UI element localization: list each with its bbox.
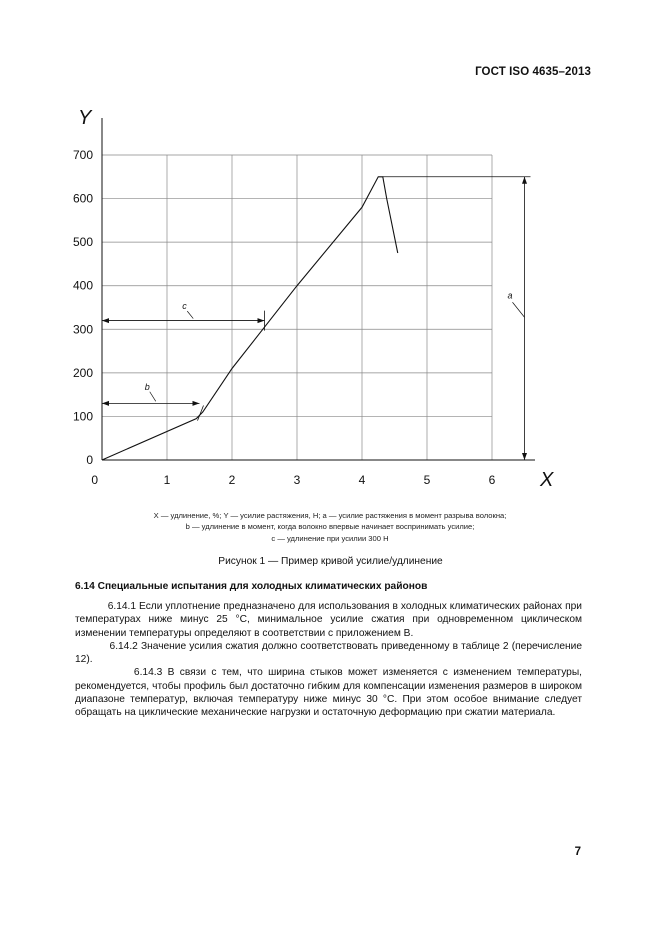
arrow-head: [193, 401, 200, 406]
x-axis-symbol: X: [540, 469, 554, 491]
section-heading: 6.14 Специальные испытания для холодных климатических районов: [75, 581, 428, 592]
legend-a: a — усилие растяжения в момент разрыва волокна;: [322, 511, 507, 520]
figure-legend: [80, 510, 580, 544]
y-tick-label: 400: [72, 278, 93, 293]
chart-axes: [78, 107, 554, 491]
page-number: 7: [574, 846, 581, 858]
legend-line-3: c — удлинение при усилии 300 Н: [271, 533, 389, 543]
paragraph-6-14-2: 6.14.2 Значение усилия сжатия должно соответствовать приведенному в таблице 2 (перечисление 12).: [75, 640, 582, 666]
x-tick-label: 4: [358, 473, 366, 487]
legend-line-2: b — удлинение в момент, когда волокно впервые начинает воспринимать усилие;: [185, 522, 475, 532]
legend-x: X — удлинение, %;: [153, 511, 224, 520]
label-a: a: [507, 290, 513, 301]
y-tick-label: 0: [86, 453, 93, 467]
x-tick-label: 5: [423, 473, 431, 487]
y-tick-label: 700: [72, 148, 93, 162]
arrow-head: [522, 453, 527, 460]
leader-line: [187, 311, 193, 318]
chart-grid: [102, 155, 492, 460]
body-text: [75, 600, 582, 720]
dimension-b: [102, 382, 200, 406]
x-tick-label: 3: [293, 473, 301, 487]
chart-annotations: [102, 177, 531, 460]
force-elongation-curve: [102, 177, 398, 460]
legend-y: Y — усилие растяжения, Н;: [223, 511, 323, 520]
x-tick-label: 0: [91, 473, 98, 487]
y-tick-label: 200: [72, 365, 93, 380]
arrow-head: [258, 318, 265, 323]
y-tick-label: 100: [72, 409, 93, 424]
document-header: ГОСТ ISO 4635–2013: [475, 66, 591, 78]
arrow-head: [522, 177, 527, 184]
dimension-c: [102, 301, 265, 330]
arrow-head: [102, 401, 109, 406]
chart-curve: [102, 177, 398, 460]
figure-caption: Рисунок 1 — Пример кривой усилие/удлинение: [218, 556, 443, 567]
curve-kink-mark: [198, 406, 204, 421]
dimension-a: [383, 177, 531, 460]
x-tick-label: 1: [163, 473, 171, 487]
y-tick-label: 600: [72, 191, 93, 206]
legend-line-1: [80, 510, 580, 521]
y-tick-label: 300: [72, 322, 93, 337]
arrow-head: [102, 318, 109, 323]
paragraph-6-14-3: 6.14.3 В связи с тем, что ширина стыков может изменяется с изменением температуры, рекомендуется, чтобы профиль был достаточно гибким для компенсации изменения размеров в широком диапазоне температур, включая температуру ниже минус 30 °С. При этом особое внимание следует обращать на циклические механические нагрузки и остаточную деформацию при сжатии материала.: [75, 667, 582, 719]
x-tick-label: 6: [488, 473, 496, 487]
x-tick-label: 2: [228, 473, 236, 487]
leader-line: [513, 302, 525, 317]
label-c: c: [182, 301, 187, 312]
y-tick-label: 500: [72, 235, 93, 250]
y-axis-symbol: Y: [78, 107, 92, 129]
leader-line: [150, 392, 156, 402]
paragraph-6-14-1: 6.14.1 Если уплотнение предназначено для использования в холодных климатических районах при температурах ниже минус 25 °С, минимальное усилие сжатия при одновременном циклическом изменении температуры определяют в соответствии с приложением В.: [75, 601, 582, 639]
label-b: b: [144, 381, 150, 392]
